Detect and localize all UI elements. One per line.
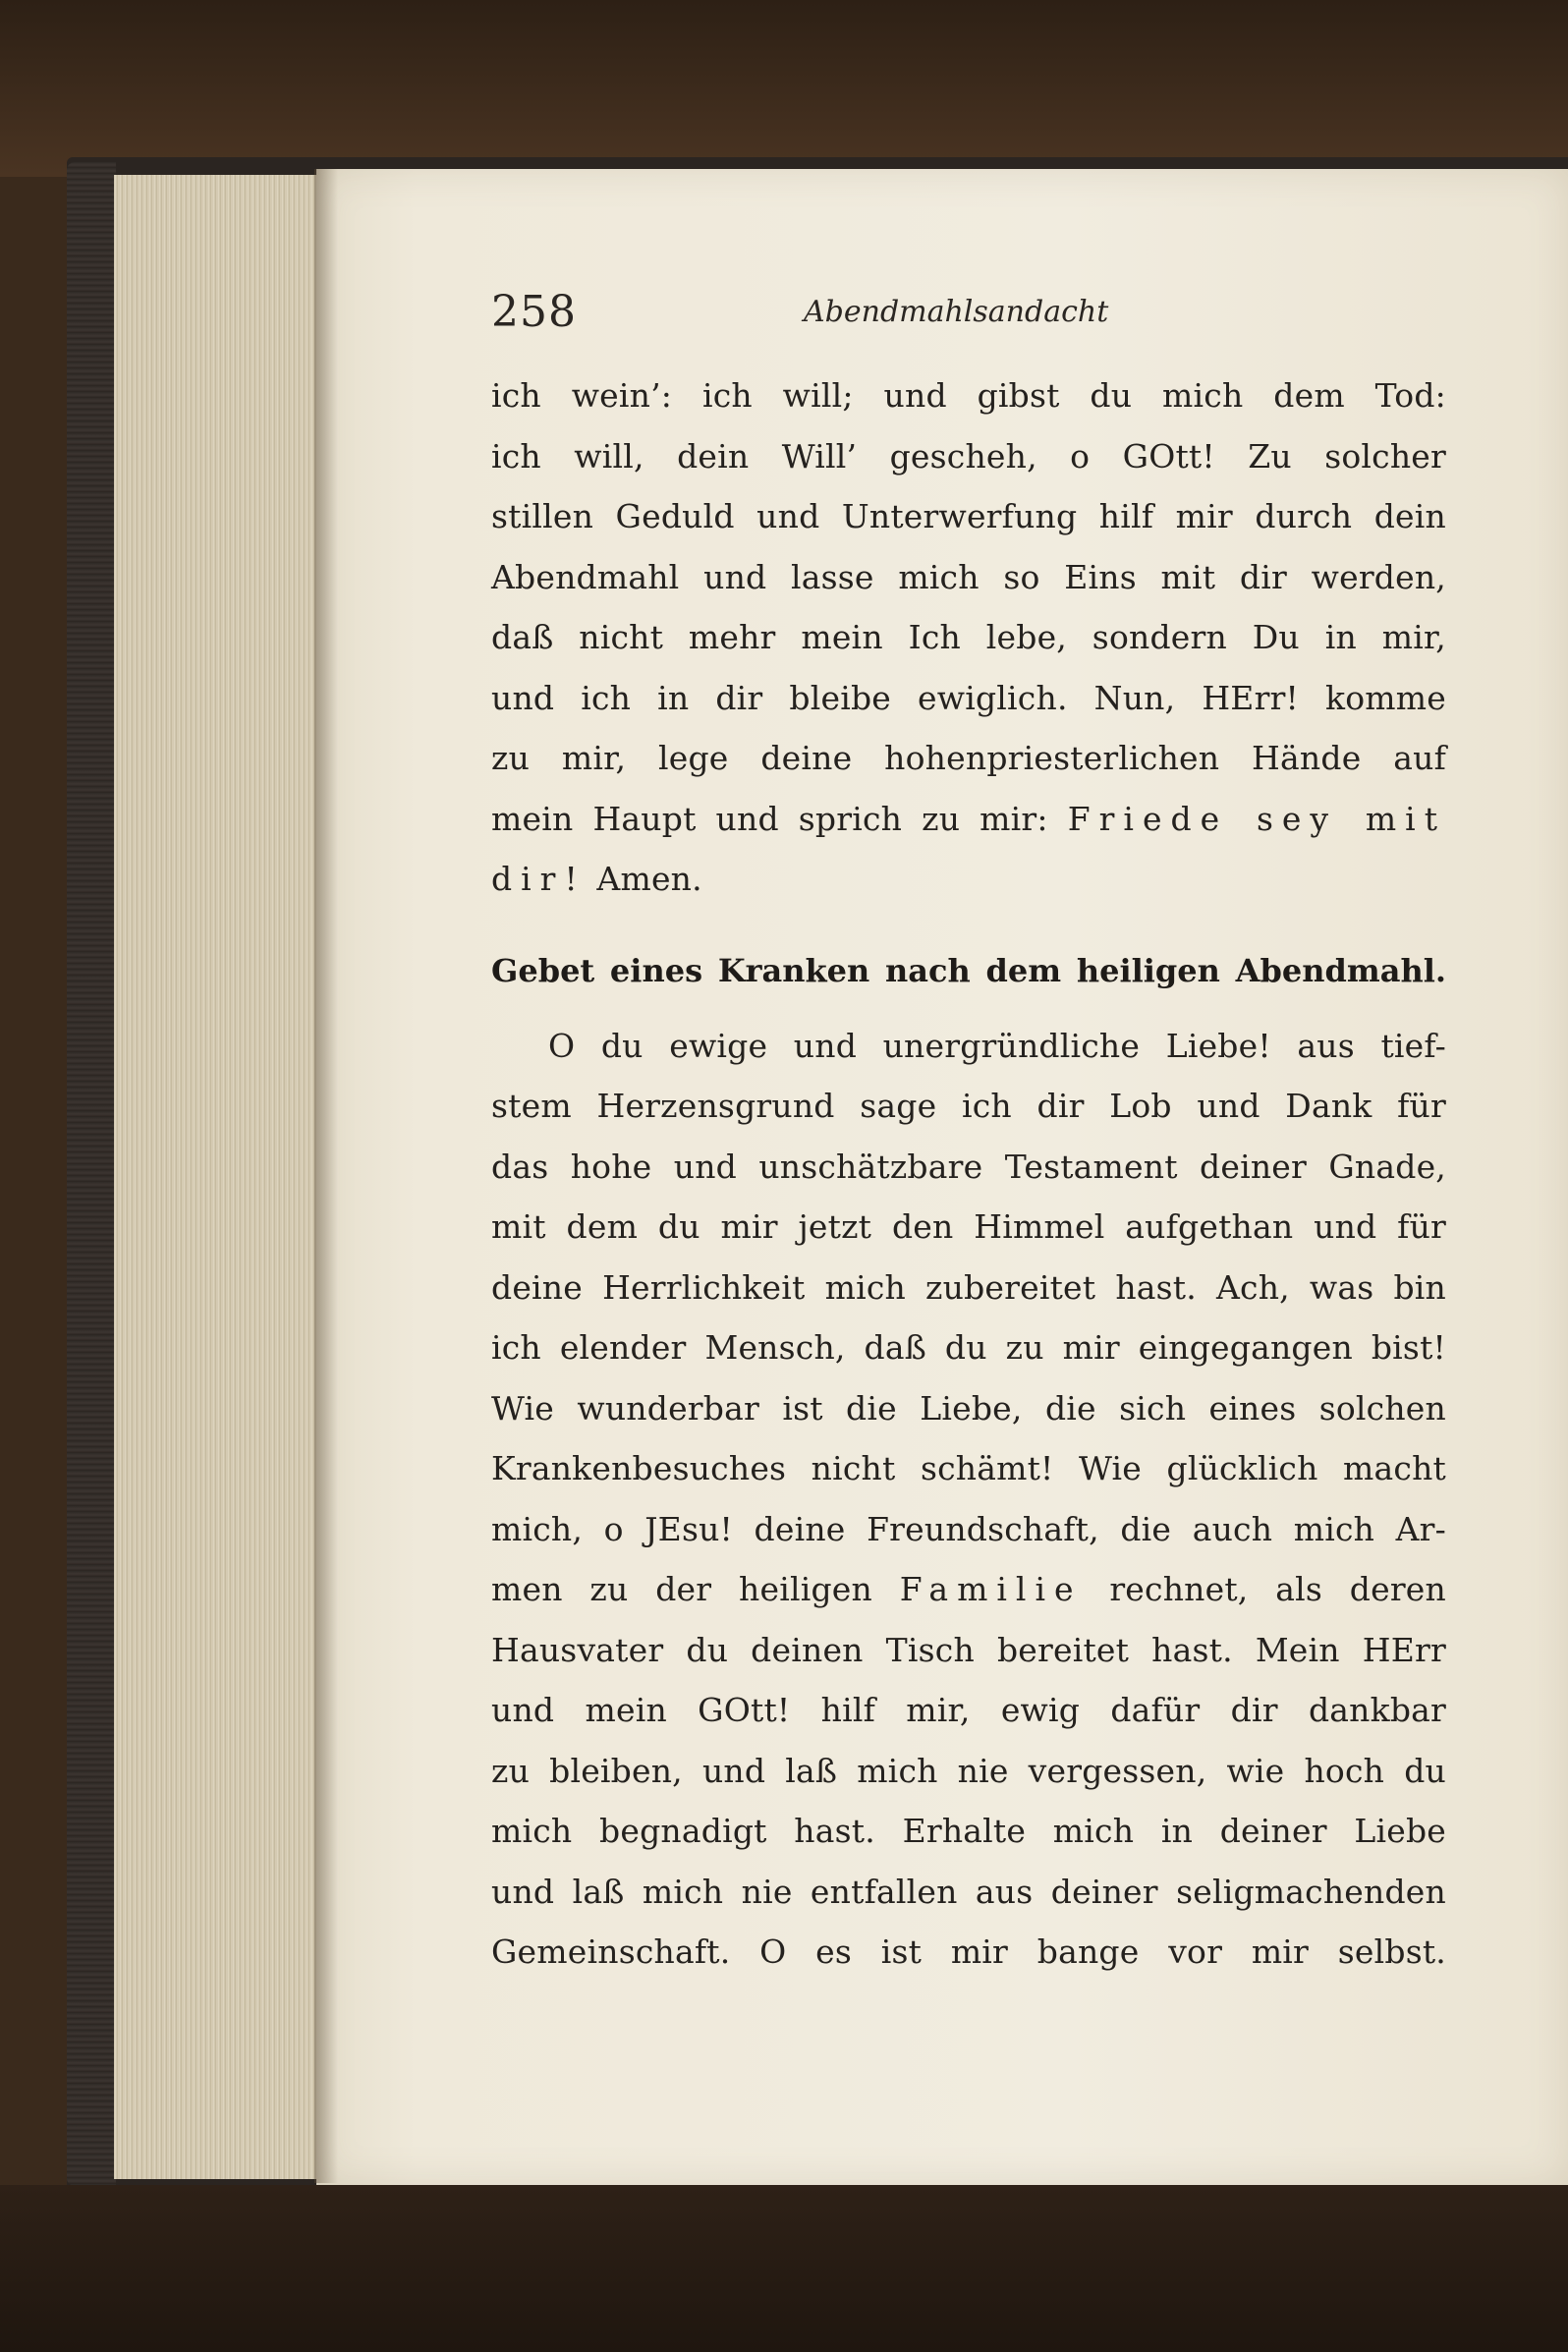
- text-line: mit dem du mir jetzt den Himmel aufgethan und für: [491, 1207, 1446, 1246]
- text-line: Hausvater du deinen Tisch bereitet hast. Mein HErr: [491, 1630, 1446, 1669]
- text-line: O du ewige und unergründliche Liebe! aus tief-: [548, 1026, 1446, 1065]
- table-surface: [0, 2185, 1568, 2352]
- running-head: [491, 287, 1444, 346]
- gutter-shadow: [314, 169, 338, 2183]
- prayer-paragraph: [491, 1016, 1446, 1983]
- text-segment: men zu der heiligen: [491, 1570, 872, 1608]
- running-title: Abendmahlsandacht: [804, 295, 1109, 329]
- text-line: daß nicht mehr mein Ich lebe, sondern Du in mir,: [491, 618, 1446, 656]
- text-line: [491, 1559, 1446, 1620]
- text-line: das hohe und unschätzbare Testament deiner Gnade,: [491, 1147, 1446, 1186]
- page-number: 258: [491, 287, 577, 337]
- text-line: mich begnadigt hast. Erhalte mich in deiner Liebe: [491, 1812, 1446, 1850]
- page-body: [491, 365, 1446, 1983]
- text-line: ich wein’: ich will; und gibst du mich dem Tod:: [491, 376, 1446, 415]
- text-line: zu mir, lege deine hohenpriesterlichen Hände auf: [491, 739, 1446, 777]
- text-line: stillen Geduld und Unterwerfung hilf mir durch dein: [491, 497, 1446, 535]
- text-line: [491, 849, 1446, 910]
- text-segment: rechnet, als deren: [1109, 1570, 1446, 1608]
- text-line: und mein GOtt! hilf mir, ewig dafür dir dankbar: [491, 1691, 1446, 1729]
- text-line: ich elender Mensch, daß du zu mir eingegangen bist!: [491, 1328, 1446, 1367]
- text-line: zu bleiben, und laß mich nie vergessen, wie hoch du: [491, 1751, 1446, 1790]
- text-line: deine Herrlichkeit mich zubereitet hast. Ach, was bin: [491, 1267, 1446, 1307]
- paragraph-continuation: [491, 365, 1446, 910]
- page-edges: [114, 175, 321, 2179]
- section-heading: Gebet eines Kranken nach dem heiligen Abendmahl.: [491, 951, 1446, 989]
- book-spine: [67, 162, 116, 2186]
- text-line: Abendmahl und lasse mich so Eins mit dir werden,: [491, 557, 1446, 596]
- text-line: mich, o JEsu! deine Freundschaft, die auch mich Ar-: [491, 1509, 1446, 1548]
- text-line: und ich in dir bleibe ewiglich. Nun, HErr! komme: [491, 678, 1446, 717]
- text-line: stem Herzensgrund sage ich dir Lob und Dank für: [491, 1087, 1446, 1125]
- text-line: ich will, dein Will’ gescheh, o GOtt! Zu solcher: [491, 436, 1446, 476]
- text-line: Gemeinschaft. O es ist mir bange vor mir selbst.: [491, 1932, 1446, 1971]
- background: [0, 0, 1568, 177]
- emphasized-text: dir!: [491, 860, 587, 898]
- emphasized-text: Friede sey mit: [1067, 799, 1446, 838]
- text-segment: mein Haupt und sprich zu mir:: [491, 799, 1048, 838]
- text-line: [491, 789, 1446, 850]
- text-line: Krankenbesuches nicht schämt! Wie glücklich macht: [491, 1449, 1446, 1487]
- text-segment: Amen.: [596, 860, 702, 898]
- text-line: und laß mich nie entfallen aus deiner seligmachenden: [491, 1872, 1446, 1911]
- emphasized-text: Familie: [899, 1570, 1083, 1608]
- text-line: Wie wunderbar ist die Liebe, die sich eines solchen: [491, 1388, 1446, 1428]
